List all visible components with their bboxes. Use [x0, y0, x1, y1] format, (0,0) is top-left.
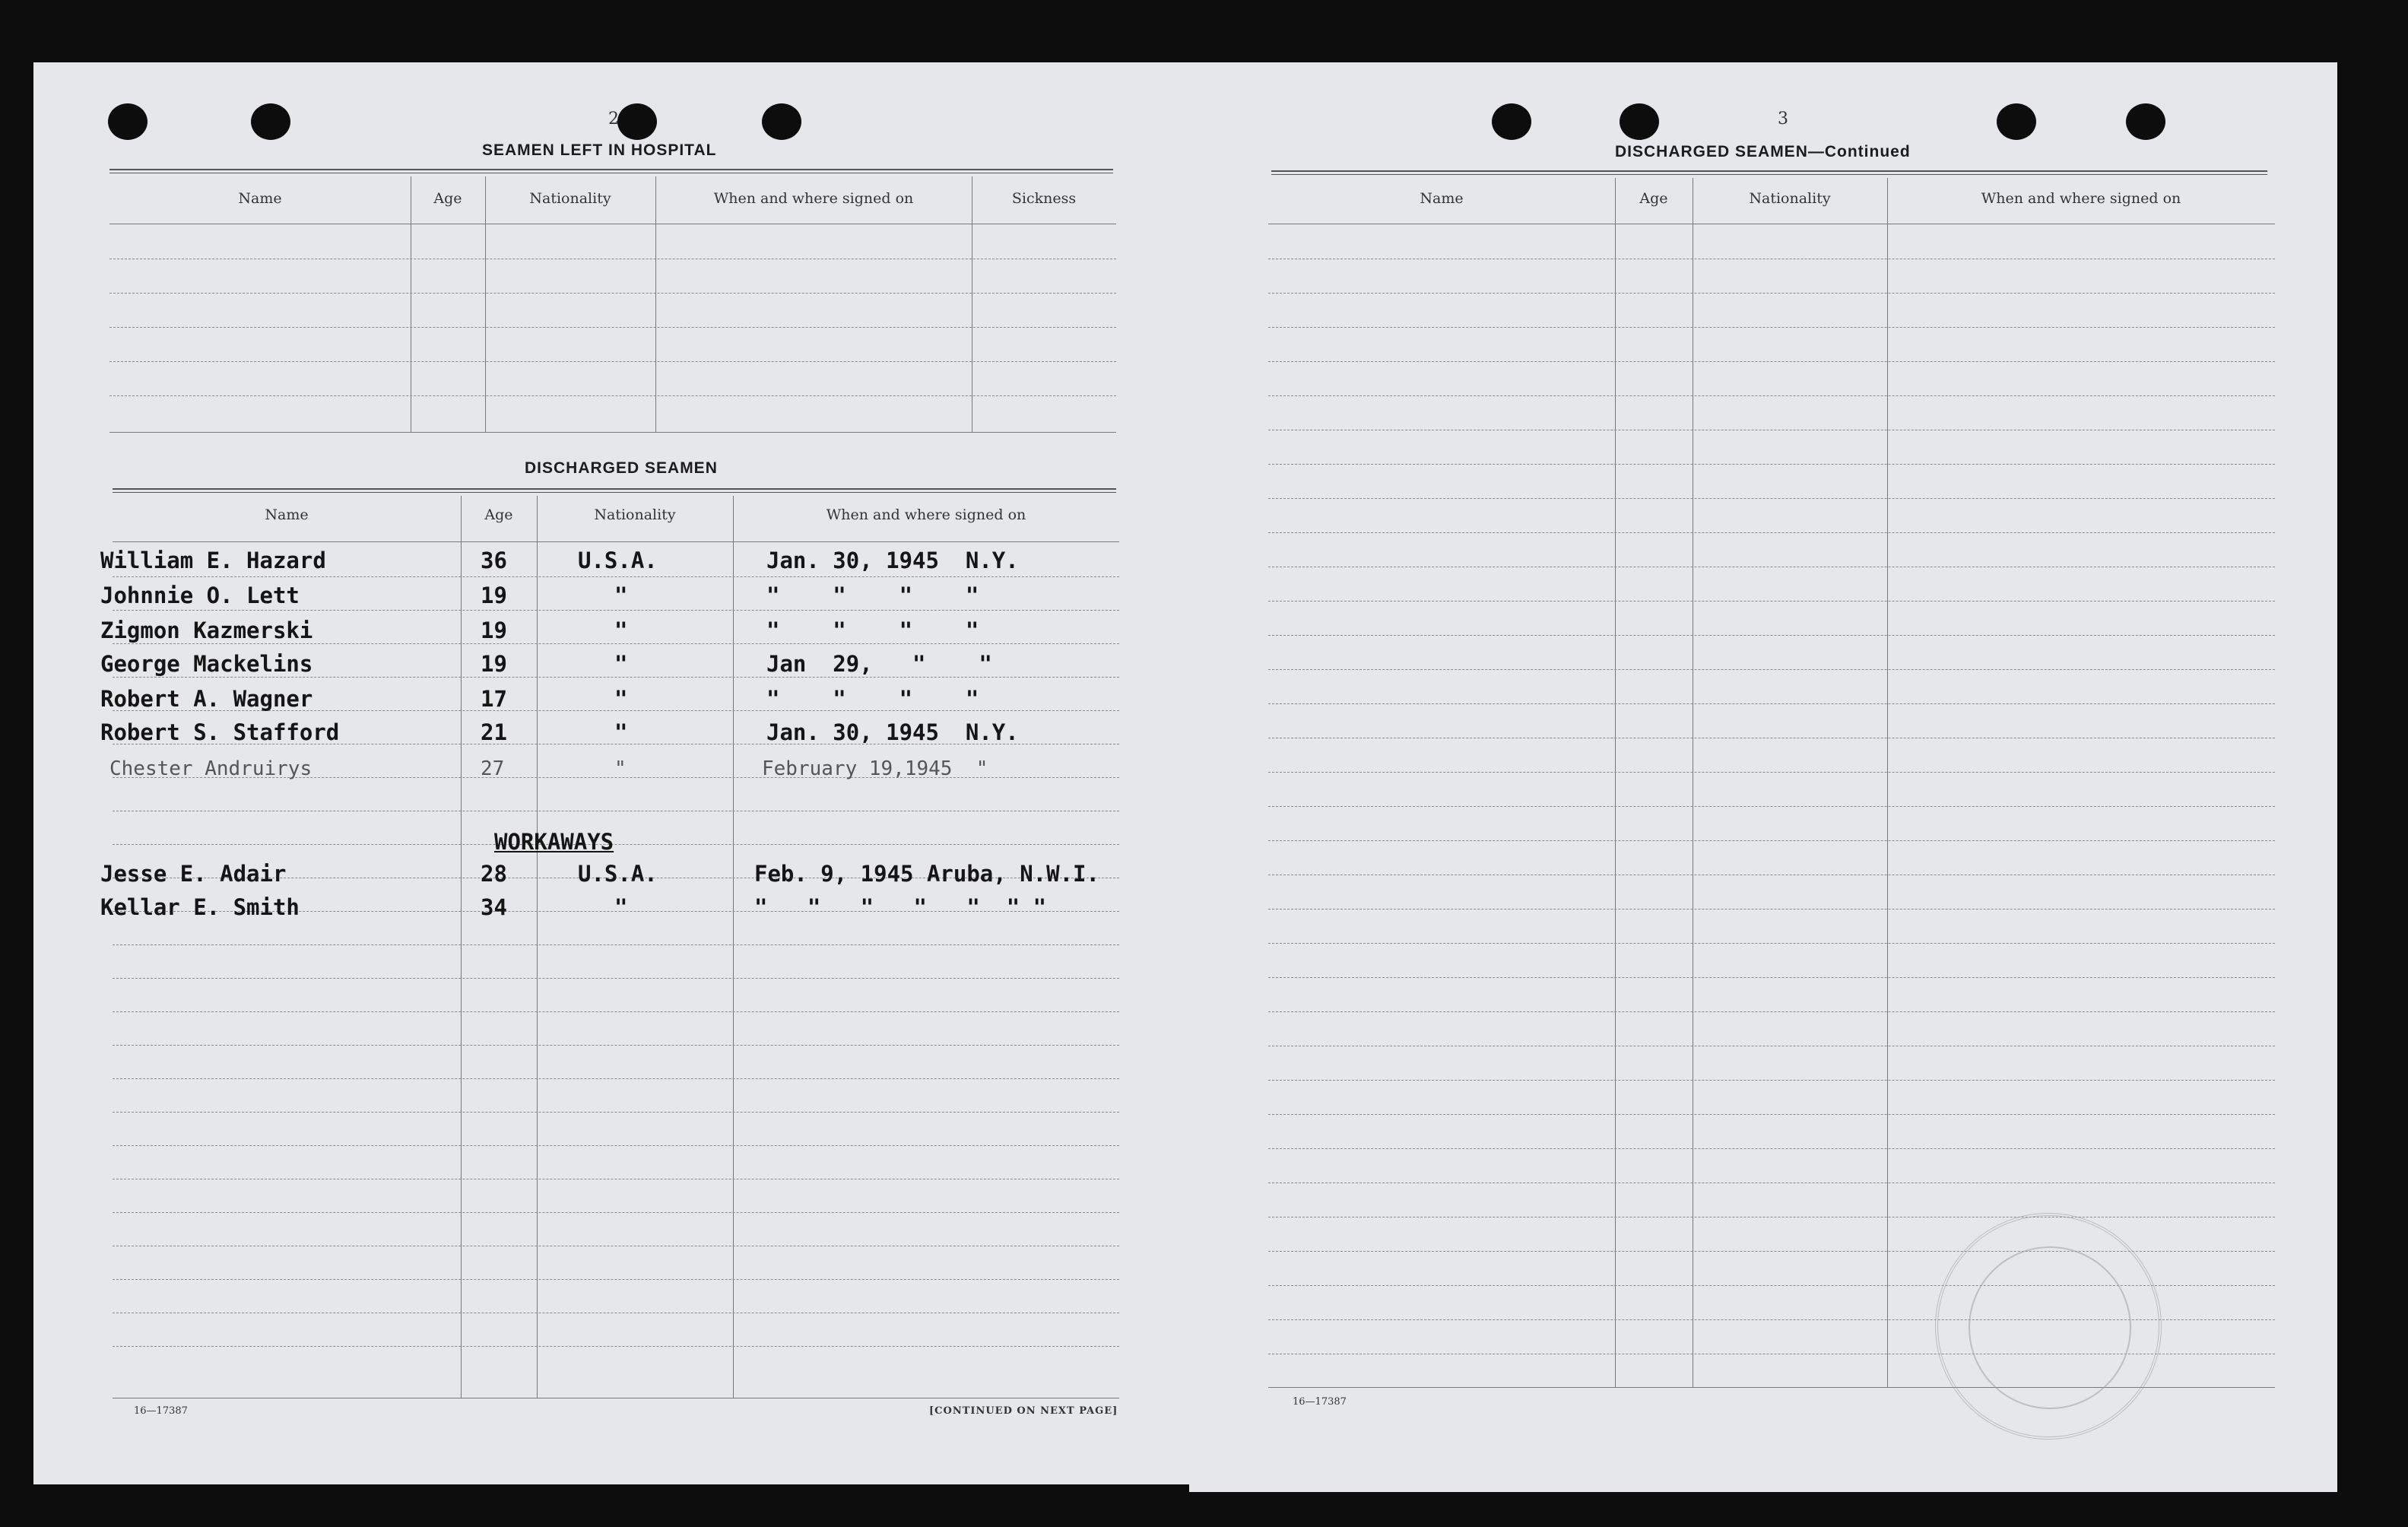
discharged-section-title: DISCHARGED SEAMEN [525, 459, 718, 477]
row-rule [1268, 1080, 2275, 1081]
seaman-name: Johnnie O. Lett [100, 583, 300, 608]
seaman-name: William E. Hazard [100, 548, 326, 573]
seaman-age: 17 [481, 686, 507, 712]
row-rule [1268, 395, 2275, 396]
continued-note: [CONTINUED ON NEXT PAGE] [929, 1405, 1118, 1417]
row-rule [1268, 806, 2275, 807]
workaway-nationality: U.S.A. [578, 861, 658, 887]
row-rule [1268, 361, 2275, 362]
workaway-name: Kellar E. Smith [100, 894, 300, 920]
row-rule [113, 1145, 1119, 1146]
column-divider [537, 496, 538, 1398]
column-header: Name [265, 506, 309, 523]
workaway-age: 28 [481, 861, 507, 887]
punch-hole [1997, 103, 2036, 140]
seaman-nationality: " [614, 651, 628, 677]
seaman-age: 19 [481, 651, 507, 677]
row-rule [1268, 840, 2275, 841]
punch-hole [108, 103, 148, 140]
column-header: When and where signed on [1981, 190, 2181, 207]
title-rule [113, 488, 1116, 493]
form-number: 16—17387 [134, 1405, 188, 1417]
column-header: When and where signed on [826, 506, 1026, 523]
column-header: Nationality [1749, 190, 1831, 207]
row-rule [109, 327, 1116, 328]
page-number: 3 [1778, 110, 1788, 129]
column-header: Name [1420, 190, 1464, 207]
seaman-age: 19 [481, 583, 507, 608]
row-rule [1268, 1148, 2275, 1149]
seaman-signed-on: February 19,1945 " [762, 757, 988, 780]
punch-hole [251, 103, 290, 140]
seaman-nationality: " [614, 719, 628, 745]
row-rule [113, 677, 1119, 678]
punch-hole [1620, 103, 1659, 140]
column-divider [461, 496, 462, 1398]
seaman-nationality: " [614, 686, 628, 712]
seaman-age: 36 [481, 548, 507, 573]
seaman-signed-on: " " " " [766, 583, 979, 608]
column-header: Nationality [594, 506, 676, 523]
workaways-heading: WORKAWAYS [494, 829, 614, 855]
title-rule [109, 169, 1113, 173]
row-rule [113, 576, 1119, 577]
row-rule [113, 1112, 1119, 1113]
right-page [1189, 62, 2337, 1492]
row-rule [109, 293, 1116, 294]
column-header: Name [238, 190, 282, 207]
seaman-nationality: " [614, 583, 628, 608]
row-rule [113, 1212, 1119, 1213]
punch-hole [762, 103, 801, 140]
header-rule [113, 541, 1119, 542]
row-rule [113, 1045, 1119, 1046]
column-header: Age [484, 506, 513, 523]
row-rule [1268, 703, 2275, 704]
row-rule [1268, 601, 2275, 602]
seaman-age: 27 [481, 757, 505, 780]
row-rule [1268, 772, 2275, 773]
immigration-stamp [1935, 1213, 2162, 1440]
hospital-section-title: SEAMEN LEFT IN HOSPITAL [482, 141, 717, 159]
seaman-age: 21 [481, 719, 507, 745]
column-divider [1887, 178, 1888, 1387]
seaman-signed-on: Jan 29, " " [766, 651, 992, 677]
row-rule [1268, 669, 2275, 670]
seaman-name: George Mackelins [100, 651, 313, 677]
row-rule [1268, 943, 2275, 944]
row-rule [1268, 977, 2275, 978]
row-rule [113, 643, 1119, 644]
discharged-continued-title: DISCHARGED SEAMEN—Continued [1615, 143, 1911, 160]
row-rule [1268, 1114, 2275, 1115]
form-number: 16—17387 [1293, 1396, 1347, 1408]
row-rule [1268, 635, 2275, 636]
workaway-nationality: " [614, 894, 628, 920]
row-rule [113, 1078, 1119, 1079]
row-rule [113, 1279, 1119, 1280]
seaman-name: Chester Andruirys [109, 757, 313, 780]
workaway-name: Jesse E. Adair [100, 861, 287, 887]
row-rule [109, 361, 1116, 362]
punch-hole [2126, 103, 2165, 140]
row-rule [1268, 909, 2275, 910]
row-rule [1268, 464, 2275, 465]
column-header: Nationality [529, 190, 611, 207]
workaway-signed-on: Feb. 9, 1945 Aruba, N.W.I. [754, 861, 1099, 887]
column-divider [1615, 178, 1616, 1387]
seaman-name: Zigmon Kazmerski [100, 617, 313, 643]
row-rule [113, 1011, 1119, 1012]
workaway-signed-on: " " " " " " " [754, 894, 1047, 920]
seaman-signed-on: Jan. 30, 1945 N.Y. [766, 719, 1019, 745]
seaman-name: Robert A. Wagner [100, 686, 313, 712]
column-divider [733, 496, 734, 1398]
column-header: Age [433, 190, 462, 207]
column-header: When and where signed on [713, 190, 914, 207]
row-rule [1268, 1011, 2275, 1012]
punch-hole [617, 103, 657, 140]
column-header: Sickness [1011, 190, 1077, 207]
row-rule [113, 844, 1119, 845]
row-rule [1268, 532, 2275, 533]
seaman-signed-on: Jan. 30, 1945 N.Y. [766, 548, 1019, 573]
column-divider [655, 176, 656, 432]
row-rule [113, 944, 1119, 945]
column-header: Age [1639, 190, 1668, 207]
seaman-signed-on: " " " " [766, 617, 979, 643]
workaway-age: 34 [481, 894, 507, 920]
seaman-signed-on: " " " " [766, 686, 979, 712]
row-rule [1268, 327, 2275, 328]
row-rule [113, 610, 1119, 611]
title-rule [1271, 170, 2267, 175]
row-rule [113, 1346, 1119, 1347]
row-rule [109, 395, 1116, 396]
row-rule [113, 978, 1119, 979]
column-divider [485, 176, 486, 432]
row-rule [1268, 293, 2275, 294]
table-bottom [109, 432, 1116, 433]
seaman-age: 19 [481, 617, 507, 643]
row-rule [1268, 498, 2275, 499]
seaman-nationality: " [614, 757, 627, 780]
seaman-nationality: " [614, 617, 628, 643]
page-number: 2 [608, 110, 619, 129]
seaman-name: Robert S. Stafford [100, 719, 340, 745]
punch-hole [1492, 103, 1531, 140]
seaman-nationality: U.S.A. [578, 548, 658, 573]
